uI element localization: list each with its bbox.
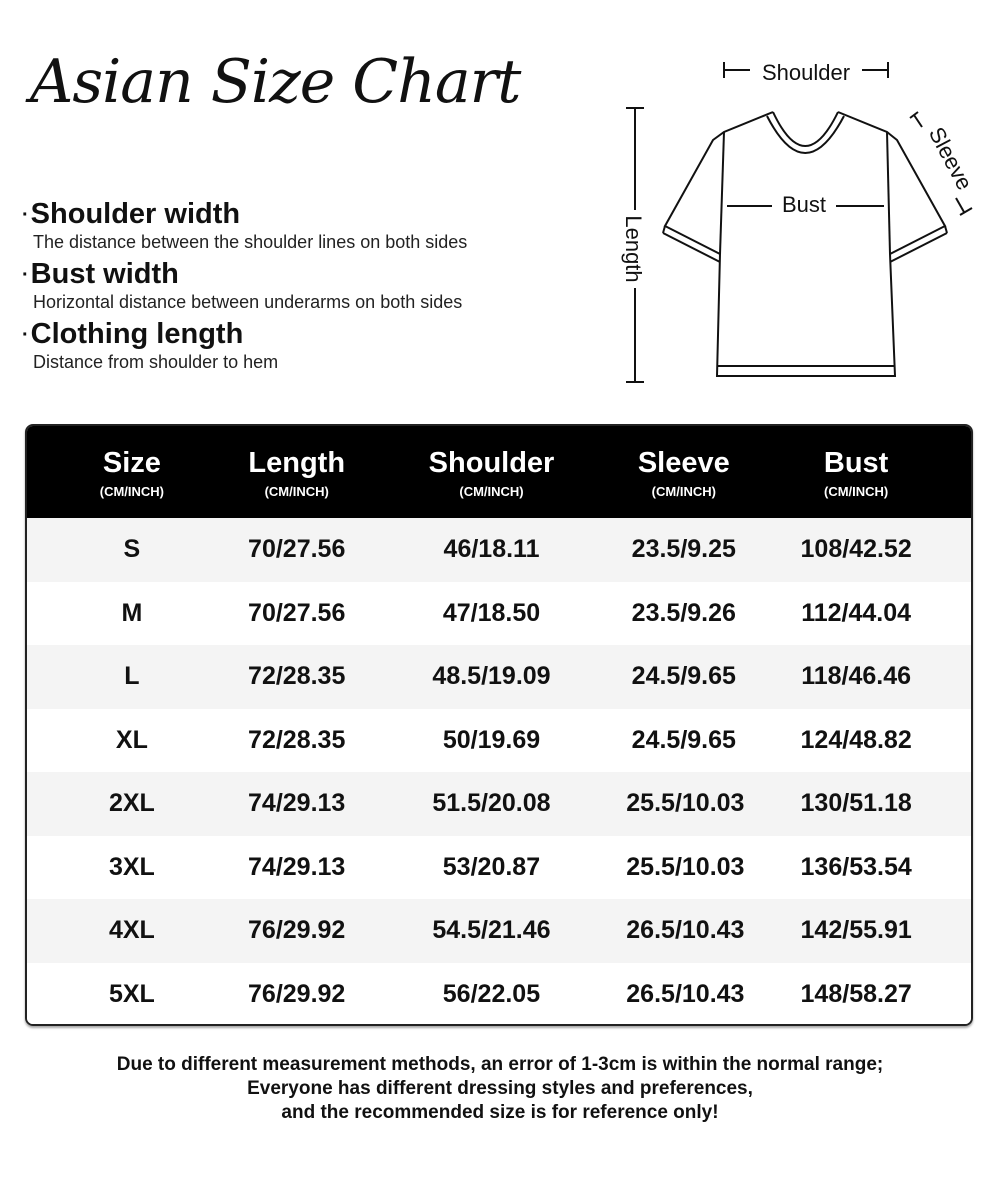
note-line-1: Due to different measurement methods, an error of 1-3cm is within the normal range; (116, 1054, 884, 1075)
header-length: Length (CM/INCH) (248, 446, 346, 499)
header-sleeve: Sleeve (CM/INCH) (637, 446, 730, 499)
bullet-icon: · (22, 263, 29, 286)
header-shoulder: Shoulder (CM/INCH) (428, 446, 555, 499)
definition-bust-width (22, 258, 602, 312)
table-row: L 72/28.35 48.5/19.09 24.5/9.65 118/46.46 (27, 645, 971, 709)
table-row: XL 72/28.35 50/19.69 24.5/9.65 124/48.82 (27, 709, 971, 773)
tshirt-diagram (600, 40, 1000, 400)
definition-description: Distance from shoulder to hem (33, 351, 279, 372)
table-body (27, 518, 971, 1026)
table-row: 3XL 74/29.13 53/20.87 25.5/10.03 136/53.54 (27, 836, 971, 900)
shoulder-label: Shoulder (761, 60, 851, 85)
table-row: 5XL 76/29.92 56/22.05 26.5/10.43 148/58.27 (27, 963, 971, 1027)
size-table (25, 424, 973, 1026)
definitions-list (22, 198, 602, 378)
header-bust: Bust (CM/INCH) (823, 446, 889, 499)
length-label: Length (621, 215, 646, 283)
table-header (27, 426, 971, 518)
note-line-2: Everyone has different dressing styles and preferences, (247, 1078, 753, 1099)
table-row: M 70/27.56 47/18.50 23.5/9.26 112/44.04 (27, 582, 971, 646)
definition-shoulder-width (22, 198, 602, 252)
definition-clothing-length (22, 318, 602, 372)
bullet-icon: · (22, 203, 29, 226)
definition-heading: Bust width (30, 257, 179, 290)
definition-description: Horizontal distance between underarms on both sides (33, 291, 463, 312)
tshirt-icon (600, 40, 1000, 400)
definition-heading: Shoulder width (30, 198, 241, 230)
header-size: Size (CM/INCH) (99, 446, 165, 499)
note-line-3: and the recommended size is for reference only! (281, 1102, 719, 1123)
table-row: S 70/27.56 46/18.11 23.5/9.25 108/42.52 (27, 518, 971, 582)
sleeve-label: Sleeve (923, 122, 978, 195)
page-title: Asian Size Chart (30, 47, 521, 117)
disclaimer-note (0, 1053, 1000, 1125)
definition-description: The distance between the shoulder lines on both sides (33, 231, 468, 252)
definition-heading: Clothing length (30, 317, 244, 350)
bullet-icon: · (22, 323, 29, 346)
table-row: 4XL 76/29.92 54.5/21.46 26.5/10.43 142/55.91 (27, 899, 971, 963)
bust-label: Bust (781, 192, 827, 217)
table-row: 2XL 74/29.13 51.5/20.08 25.5/10.03 130/51.18 (27, 772, 971, 836)
